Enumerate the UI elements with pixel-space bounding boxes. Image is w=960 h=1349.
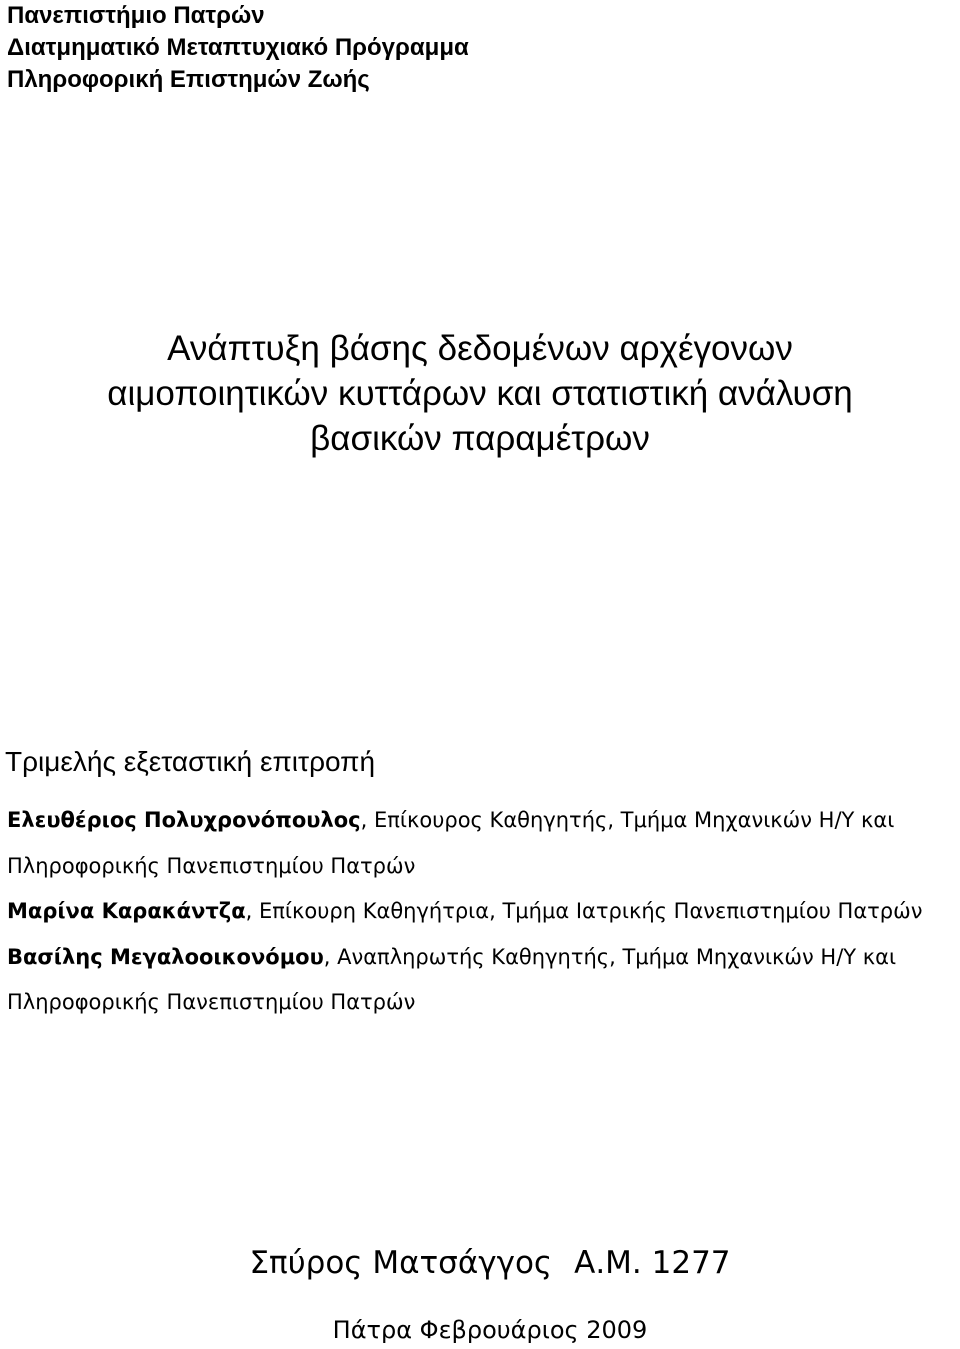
thesis-title-line-3: βασικών παραμέτρων (310, 419, 650, 458)
committee-heading: Τριμελής εξεταστική επιτροπή (5, 746, 376, 777)
committee-member (7, 798, 959, 889)
document-header (7, 0, 469, 96)
committee-member (7, 889, 959, 935)
member-description: , Επίκουρη Καθηγήτρια, Τμήμα Ιατρικής Πανεπιστημίου Πατρών (245, 899, 923, 923)
member-description: , Επίκουρος Καθηγητής, Τμήμα Μηχανικών Η/Υ και Πληροφορικής Πανεπιστημίου Πατρών (7, 808, 895, 878)
field-name: Πληροφορική Επιστημών Ζωής (7, 66, 370, 93)
member-name: Μαρίνα Καρακάντζα (7, 899, 246, 923)
program-name: Διατμηματικό Μεταπτυχιακό Πρόγραμμα (7, 34, 469, 61)
member-name: Ελευθέριος Πολυχρονόπουλος (7, 808, 361, 832)
place-and-date: Πάτρα Φεβρουάριος 2009 (332, 1316, 648, 1344)
committee-members (7, 798, 959, 1026)
thesis-title-line-2: αιμοποιητικών κυττάρων και στατιστική ανάλυση (107, 374, 853, 413)
author-name: Σπύρος Ματσάγγος (249, 1245, 553, 1281)
committee-member (7, 935, 959, 1026)
member-name: Βασίλης Μεγαλοοικονόμου (7, 944, 324, 969)
thesis-title-line-1: Ανάπτυξη βάσης δεδομένων αρχέγονων (167, 329, 793, 368)
thesis-title (0, 326, 960, 461)
university-name: Πανεπιστήμιο Πατρών (7, 2, 265, 29)
author-line (0, 1241, 960, 1285)
author-registration: Α.Μ. 1277 (574, 1245, 731, 1281)
member-description: , Αναπληρωτής Καθηγητής, Τμήμα Μηχανικών Η/Υ και Πληροφορικής Πανεπιστημίου Πατρών (7, 944, 897, 1014)
